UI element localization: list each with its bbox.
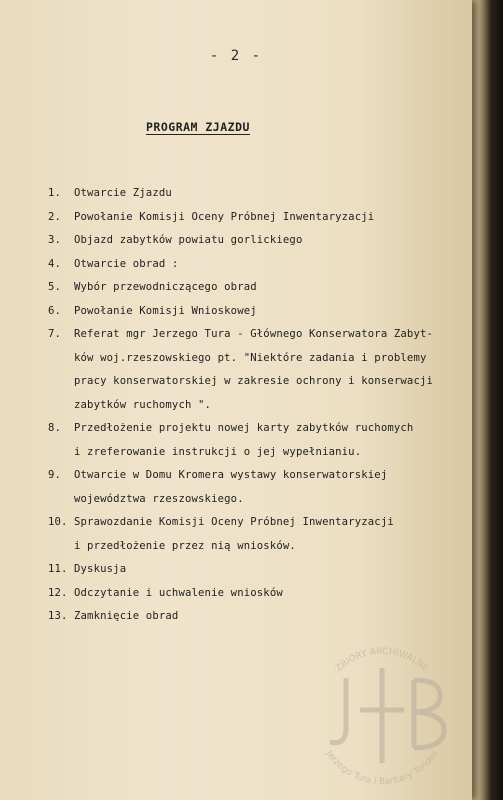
agenda-item-number: 7. (48, 328, 62, 340)
agenda-item-text: Objazd zabytków powiatu gorlickiego (74, 234, 303, 246)
archive-stamp (302, 638, 462, 788)
agenda-item (48, 276, 468, 300)
page-title: PROGRAM ZJAZDU (146, 120, 250, 134)
agenda-item-text: Dyskusja (74, 563, 127, 575)
agenda-item (48, 511, 468, 558)
agenda-item-text: pracy konserwatorskiej w zakresie ochrony i konserwacji (74, 375, 434, 387)
page-number: - 2 - (209, 48, 263, 64)
agenda-item (48, 182, 468, 206)
stamp-monogram (330, 668, 444, 763)
agenda-item-text: Otwarcie Zjazdu (74, 187, 172, 199)
agenda-item-number: 4. (48, 257, 62, 270)
agenda-item (48, 605, 468, 629)
agenda-item (48, 229, 468, 253)
agenda-item-text: ków woj.rzeszowskiego pt. "Niektóre zadania i problemy (74, 351, 427, 364)
agenda-item-number: 6. (48, 304, 62, 317)
agenda-item-number: 12. (48, 586, 68, 599)
agenda-item-number: 13. (48, 610, 68, 622)
agenda-item-number: 2. (48, 210, 62, 223)
agenda-item-text: województwa rzeszowskiego. (74, 492, 244, 505)
stamp-arc-bottom: Jerzego Tura i Barbary Tondos (323, 749, 441, 788)
agenda-item-number: 11. (48, 563, 68, 575)
agenda-item (48, 323, 468, 417)
agenda-item-number: 3. (48, 234, 62, 246)
agenda-item (48, 206, 468, 230)
agenda-item-number: 9. (48, 469, 62, 481)
agenda-item-text: Powołanie Komisji Oceny Próbnej Inwentaryzacji (74, 210, 375, 223)
agenda-item (48, 582, 468, 606)
agenda-item (48, 300, 468, 324)
agenda-item-text: Przedłożenie projektu nowej karty zabytków ruchomych (74, 422, 414, 434)
agenda-item-text: Powołanie Komisji Wnioskowej (74, 304, 257, 317)
agenda-item-text: Odczytanie i uchwalenie wniosków (74, 586, 283, 599)
agenda-item-number: 1. (48, 187, 62, 199)
agenda-item-text: Wybór przewodniczącego obrad (74, 281, 257, 293)
agenda-item (48, 558, 468, 582)
agenda-item-text: Otwarcie obrad : (74, 257, 179, 270)
agenda-list (48, 182, 468, 629)
agenda-item-number: 8. (48, 422, 62, 434)
stamp-arc-top: ZBIORY ARCHIWALNE (333, 646, 431, 674)
agenda-item-text: Referat mgr Jerzego Tura - Głównego Konserwatora Zabyt- (74, 328, 434, 340)
agenda-item-text: Sprawozdanie Komisji Oceny Próbnej Inwentaryzacji (74, 516, 394, 528)
agenda-item-number: 5. (48, 281, 62, 293)
agenda-item-text: zabytków ruchomych ". (74, 398, 212, 411)
agenda-item-number: 10. (48, 516, 68, 528)
agenda-item-text: i zreferowanie instrukcji o jej wypełnianiu. (74, 445, 362, 458)
agenda-item-text: Otwarcie w Domu Kromera wystawy konserwatorskiej (74, 469, 388, 481)
agenda-item (48, 253, 468, 277)
agenda-item (48, 464, 468, 511)
agenda-item-text: i przedłożenie przez nią wniosków. (74, 539, 296, 552)
agenda-item (48, 417, 468, 464)
agenda-item-text: Zamknięcie obrad (74, 610, 179, 622)
